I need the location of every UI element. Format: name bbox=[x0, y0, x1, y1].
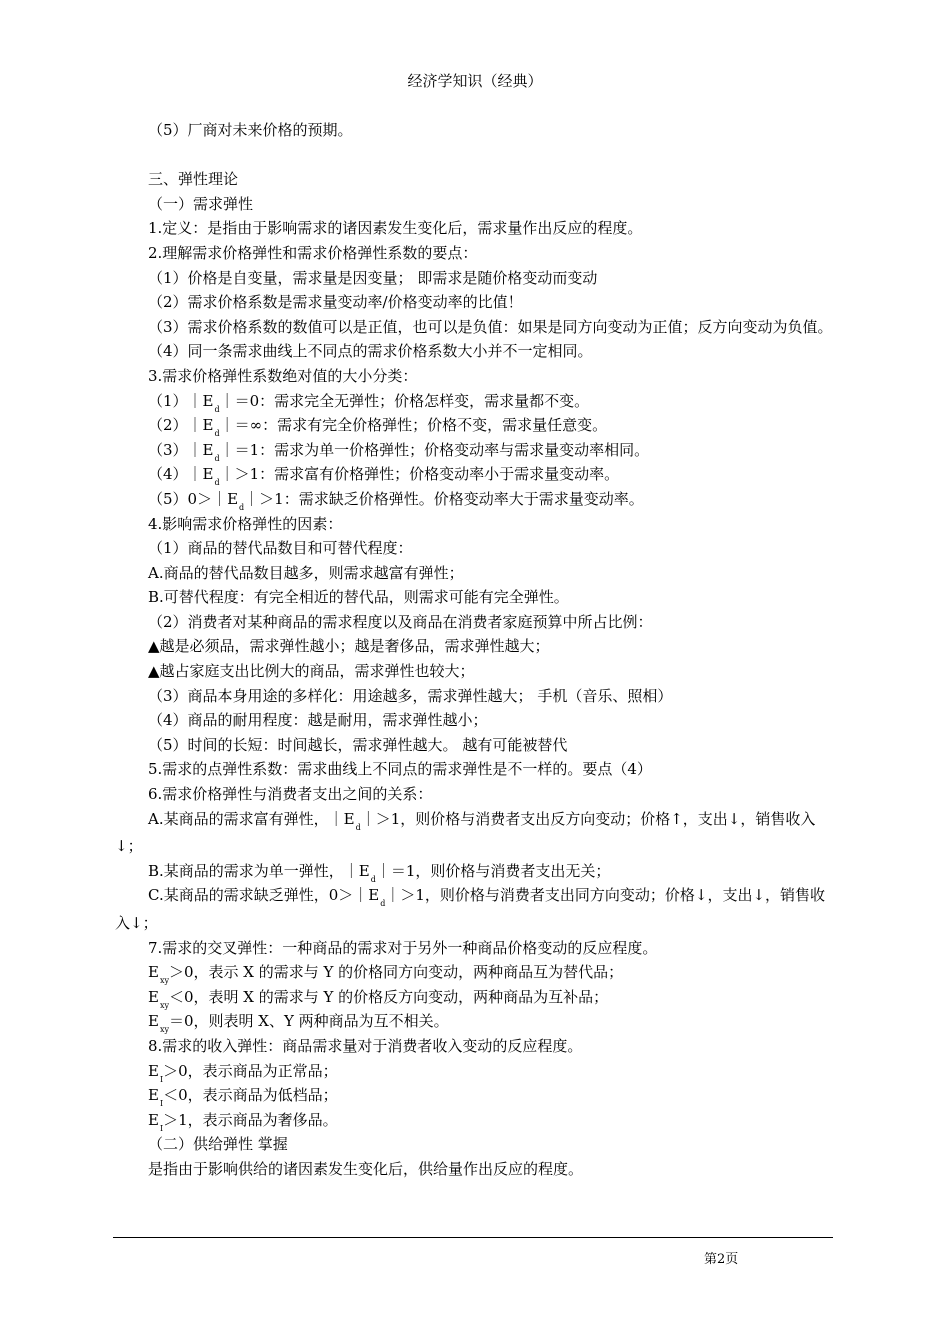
income-elasticity-line: $E_I<0$，表示商品为低档品； bbox=[148, 1086, 338, 1109]
subscript: d bbox=[214, 404, 220, 414]
subsection-heading: （一）需求弹性 bbox=[148, 194, 254, 213]
subscript: d bbox=[239, 502, 245, 512]
subscript: I bbox=[159, 1123, 164, 1133]
elasticity-line: $(5)0>|E_d|>1$：需求缺乏价格弹性。价格变动率大于需求量变动率。 bbox=[148, 489, 644, 512]
text-line: （1）价格是自变量，需求量是因变量； 即需求是随价格变动而变动 bbox=[148, 268, 598, 287]
text-line: A.商品的替代品数目越多，则需求越富有弹性； bbox=[148, 563, 464, 582]
text-line: （2）需求价格系数是需求量变动率/价格变动率的比值！ bbox=[148, 293, 523, 312]
text-line: （2）消费者对某种商品的需求程度以及商品在消费者家庭预算中所占比例： bbox=[148, 612, 653, 631]
subscript: d bbox=[380, 899, 386, 909]
elasticity-line: $(3)|E_d|=1$：需求为单一价格弹性；价格变动率与需求量变动率相同。 bbox=[148, 440, 650, 463]
page-number: 第2页 bbox=[704, 1252, 739, 1267]
document-body bbox=[115, 118, 838, 1182]
text-line: 8.需求的收入弹性：商品需求量对于消费者收入变动的反应程度。 bbox=[148, 1036, 583, 1055]
elasticity-line: $(1)|E_d|=0$：需求完全无弹性；价格怎样变，需求量都不变。 bbox=[148, 391, 590, 414]
subscript: I bbox=[159, 1099, 164, 1109]
text-paragraph: （3）需求价格系数的数值可以是正值，也可以是负值：如果是同方向变动为正值；反方向变动为负值。 bbox=[148, 317, 833, 336]
bullet-line: ▲越占家庭支出比例大的商品，需求弹性也较大； bbox=[148, 662, 475, 681]
text-line: 1.定义：是指由于影响需求的诸因素发生变化后，需求量作出反应的程度。 bbox=[148, 219, 643, 238]
text-line: （1）商品的替代品数目和可替代程度： bbox=[148, 539, 413, 558]
subscript: xy bbox=[159, 1000, 169, 1010]
subscript: d bbox=[214, 453, 220, 463]
subsection-heading: （二）供给弹性 掌握 bbox=[148, 1135, 288, 1154]
income-elasticity-line: $E_I>0$，表示商品为正常品； bbox=[148, 1061, 338, 1084]
subscript: d bbox=[355, 822, 361, 832]
cross-elasticity-line: $E_{xy}=0$，则表明 X、Y 两种商品为互不相关。 bbox=[148, 1012, 449, 1035]
text-line: 4.影响需求价格弹性的因素： bbox=[148, 514, 343, 533]
page-header-title: 经济学知识（经典） bbox=[407, 72, 543, 90]
text-line: 是指由于影响供给的诸因素发生变化后，供给量作出反应的程度。 bbox=[148, 1159, 584, 1178]
section-heading: 三、弹性理论 bbox=[148, 170, 239, 189]
text-line: （5）时间的长短：时间越长，需求弹性越大。 越有可能被替代 bbox=[148, 735, 568, 754]
blank-line bbox=[148, 143, 838, 168]
subscript: xy bbox=[159, 1025, 169, 1035]
footer-divider bbox=[113, 1237, 833, 1238]
elasticity-line: $(2)|E_d|=\infty$：需求有完全价格弹性；价格不变，需求量任意变。 bbox=[148, 416, 608, 439]
cross-elasticity-line: $E_{xy}<0$，表明 X 的需求与 Y 的价格反方向变动，两种商品为互补品； bbox=[148, 987, 609, 1010]
text-line: 2.理解需求价格弹性和需求价格弹性系数的要点： bbox=[148, 243, 478, 262]
text-paragraph: A.某商品的需求富有弹性，$|E_d|>1$，则价格与消费者支出反方向变动；价格↑，支出↓，销售收入↓； bbox=[115, 809, 816, 856]
bullet-line: ▲越是必须品，需求弹性越小；越是奢侈品，需求弹性越大； bbox=[148, 637, 550, 656]
subscript: I bbox=[159, 1074, 164, 1084]
text-line: B.某商品的需求为单一弹性，$|E_d|=1$，则价格与消费者支出无关； bbox=[148, 861, 611, 884]
elasticity-line: $(4)|E_d|>1$：需求富有价格弹性；价格变动率小于需求量变动率。 bbox=[148, 465, 620, 488]
text-line: 7.需求的交叉弹性：一种商品的需求对于另外一种商品价格变动的反应程度。 bbox=[148, 938, 658, 957]
text-line: 3.需求价格弹性系数绝对值的大小分类： bbox=[148, 366, 418, 385]
subscript: d bbox=[370, 874, 376, 884]
text-line: 5.需求的点弹性系数：需求曲线上不同点的需求弹性是不一样的。要点（4） bbox=[148, 760, 652, 779]
text-line: （4）商品的耐用程度：越是耐用，需求弹性越小； bbox=[148, 711, 488, 730]
text-line: （5）厂商对未来价格的预期。 bbox=[148, 121, 353, 139]
text-line: （4）同一条需求曲线上不同点的需求价格系数大小并不一定相同。 bbox=[148, 342, 593, 361]
subscript: xy bbox=[159, 976, 169, 986]
cross-elasticity-line: $E_{xy}>0$，表示 X 的需求与 Y 的价格同方向变动，两种商品互为替代品； bbox=[148, 963, 624, 986]
text-line: B.可替代程度：有完全相近的替代品，则需求可能有完全弹性。 bbox=[148, 588, 569, 607]
text-line: 6.需求价格弹性与消费者支出之间的关系： bbox=[148, 785, 433, 804]
subscript: d bbox=[214, 429, 220, 439]
text-paragraph: C.某商品的需求缺乏弹性，$0>|E_d|>1$，则价格与消费者支出同方向变动；价格↓，支出↓，销售收入↓； bbox=[115, 886, 826, 932]
text-line: （3）商品本身用途的多样化：用途越多，需求弹性越大； 手机（音乐、照相） bbox=[148, 686, 673, 705]
income-elasticity-line: $E_I>1$，表示商品为奢侈品。 bbox=[148, 1110, 338, 1133]
subscript: d bbox=[214, 478, 220, 488]
